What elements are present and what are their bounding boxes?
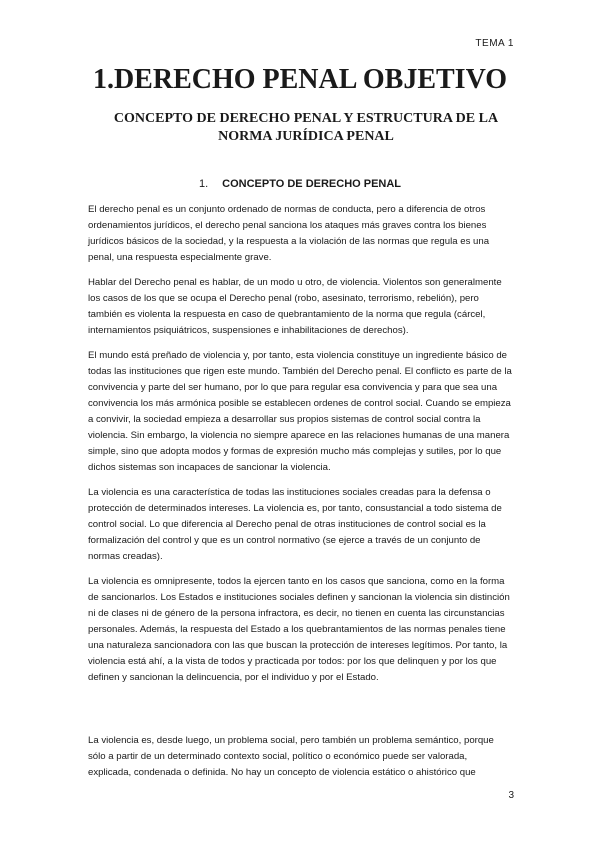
body-text-continued [88,733,512,781]
paragraph: La violencia es, desde luego, un problema social, pero también un problema semántico, porque sólo a partir de un determinado contexto social, político o económico puede ser valorada, explicada, condenada o definida. No hay un concepto de violencia estático o ahistórico que [88,735,494,778]
chapter-subtitle: CONCEPTO DE DERECHO PENAL Y ESTRUCTURA DE LA NORMA JURÍDICA PENAL [113,111,499,144]
paragraph: La violencia es omnipresente, todos la ejercen tanto en los casos que sanciona, como en la forma de sancionarlos. Los Estados e instituciones sociales definen y sancionan la violencia sin distinción ni de clases ni de género de la persona infractora, es decir, no tienen en cuenta las circunstancias personales. Además, la respuesta del Estado a los quebrantamientos de las normas penales tiene una naturaleza sancionadora con las que buscan la protección de intereses legítimos. Por tanto, la violencia está ahí, a la vista de todos y practicada por todos: por los que delinquen y por los que definen y sancionan la delincuencia, por el individuo y por el Estado. [88,576,510,683]
paragraph: El mundo está preñado de violencia y, por tanto, esta violencia constituye un ingrediente básico de todas las instituciones que rigen este mundo. También del Derecho penal. El conflicto es parte de la convivencia y parte del ser humano, por lo que para regular esa convivencia y para que sea una convivencia los más armónica posible se establecen ordenes de control social. Cuando se empieza a convivir, la sociedad empieza a desarrollar sus propios sistemas de control social contra la violencia. Sin embargo, la violencia no siempre aparece en las relaciones humanas de una manera simple, sino que adopta modos y formas de expresión mucho más complejas y sutiles, por lo que dichos sistemas son incapaces de sancionar la violencia. [88,350,512,473]
section-title: CONCEPTO DE DERECHO PENAL [222,178,402,190]
section-number: 1. [198,178,209,190]
chapter-title: 1.DERECHO PENAL OBJETIVO [92,64,508,95]
paragraph: El derecho penal es un conjunto ordenado de normas de conducta, pero a diferencia de otros ordenamientos jurídicos, el derecho penal sanciona los ataques más graves contra los bienes jurídicos básicos de la sociedad, y la respuesta a la violación de las normas que regula es una penal, una respuesta especialmente grave. [88,204,490,263]
running-header: TEMA 1 [475,38,514,49]
body-text [88,202,512,695]
paragraph: La violencia es una característica de todas las instituciones sociales creadas para la defensa o protección de determinados intereses. La violencia es, por tanto, consustancial a todo sistema de control social. Lo que diferencia al Derecho penal de otras instituciones de control social es la formalización del control y que es un control normativo (se ejerce a través de un conjunto de normas creadas). [88,487,502,562]
paragraph: Hablar del Derecho penal es hablar, de un modo u otro, de violencia. Violentos son generalmente los casos de los que se ocupa el Derecho penal (robo, asesinato, terrorismo, rebelión), pero también es violenta la respuesta en caso de quebrantamiento de la norma que regula (cárcel, internamientos psiquiátricos, suspensiones e inhabilitaciones de derechos). [88,277,502,336]
section-heading [0,178,600,190]
page-number: 3 [508,790,514,801]
